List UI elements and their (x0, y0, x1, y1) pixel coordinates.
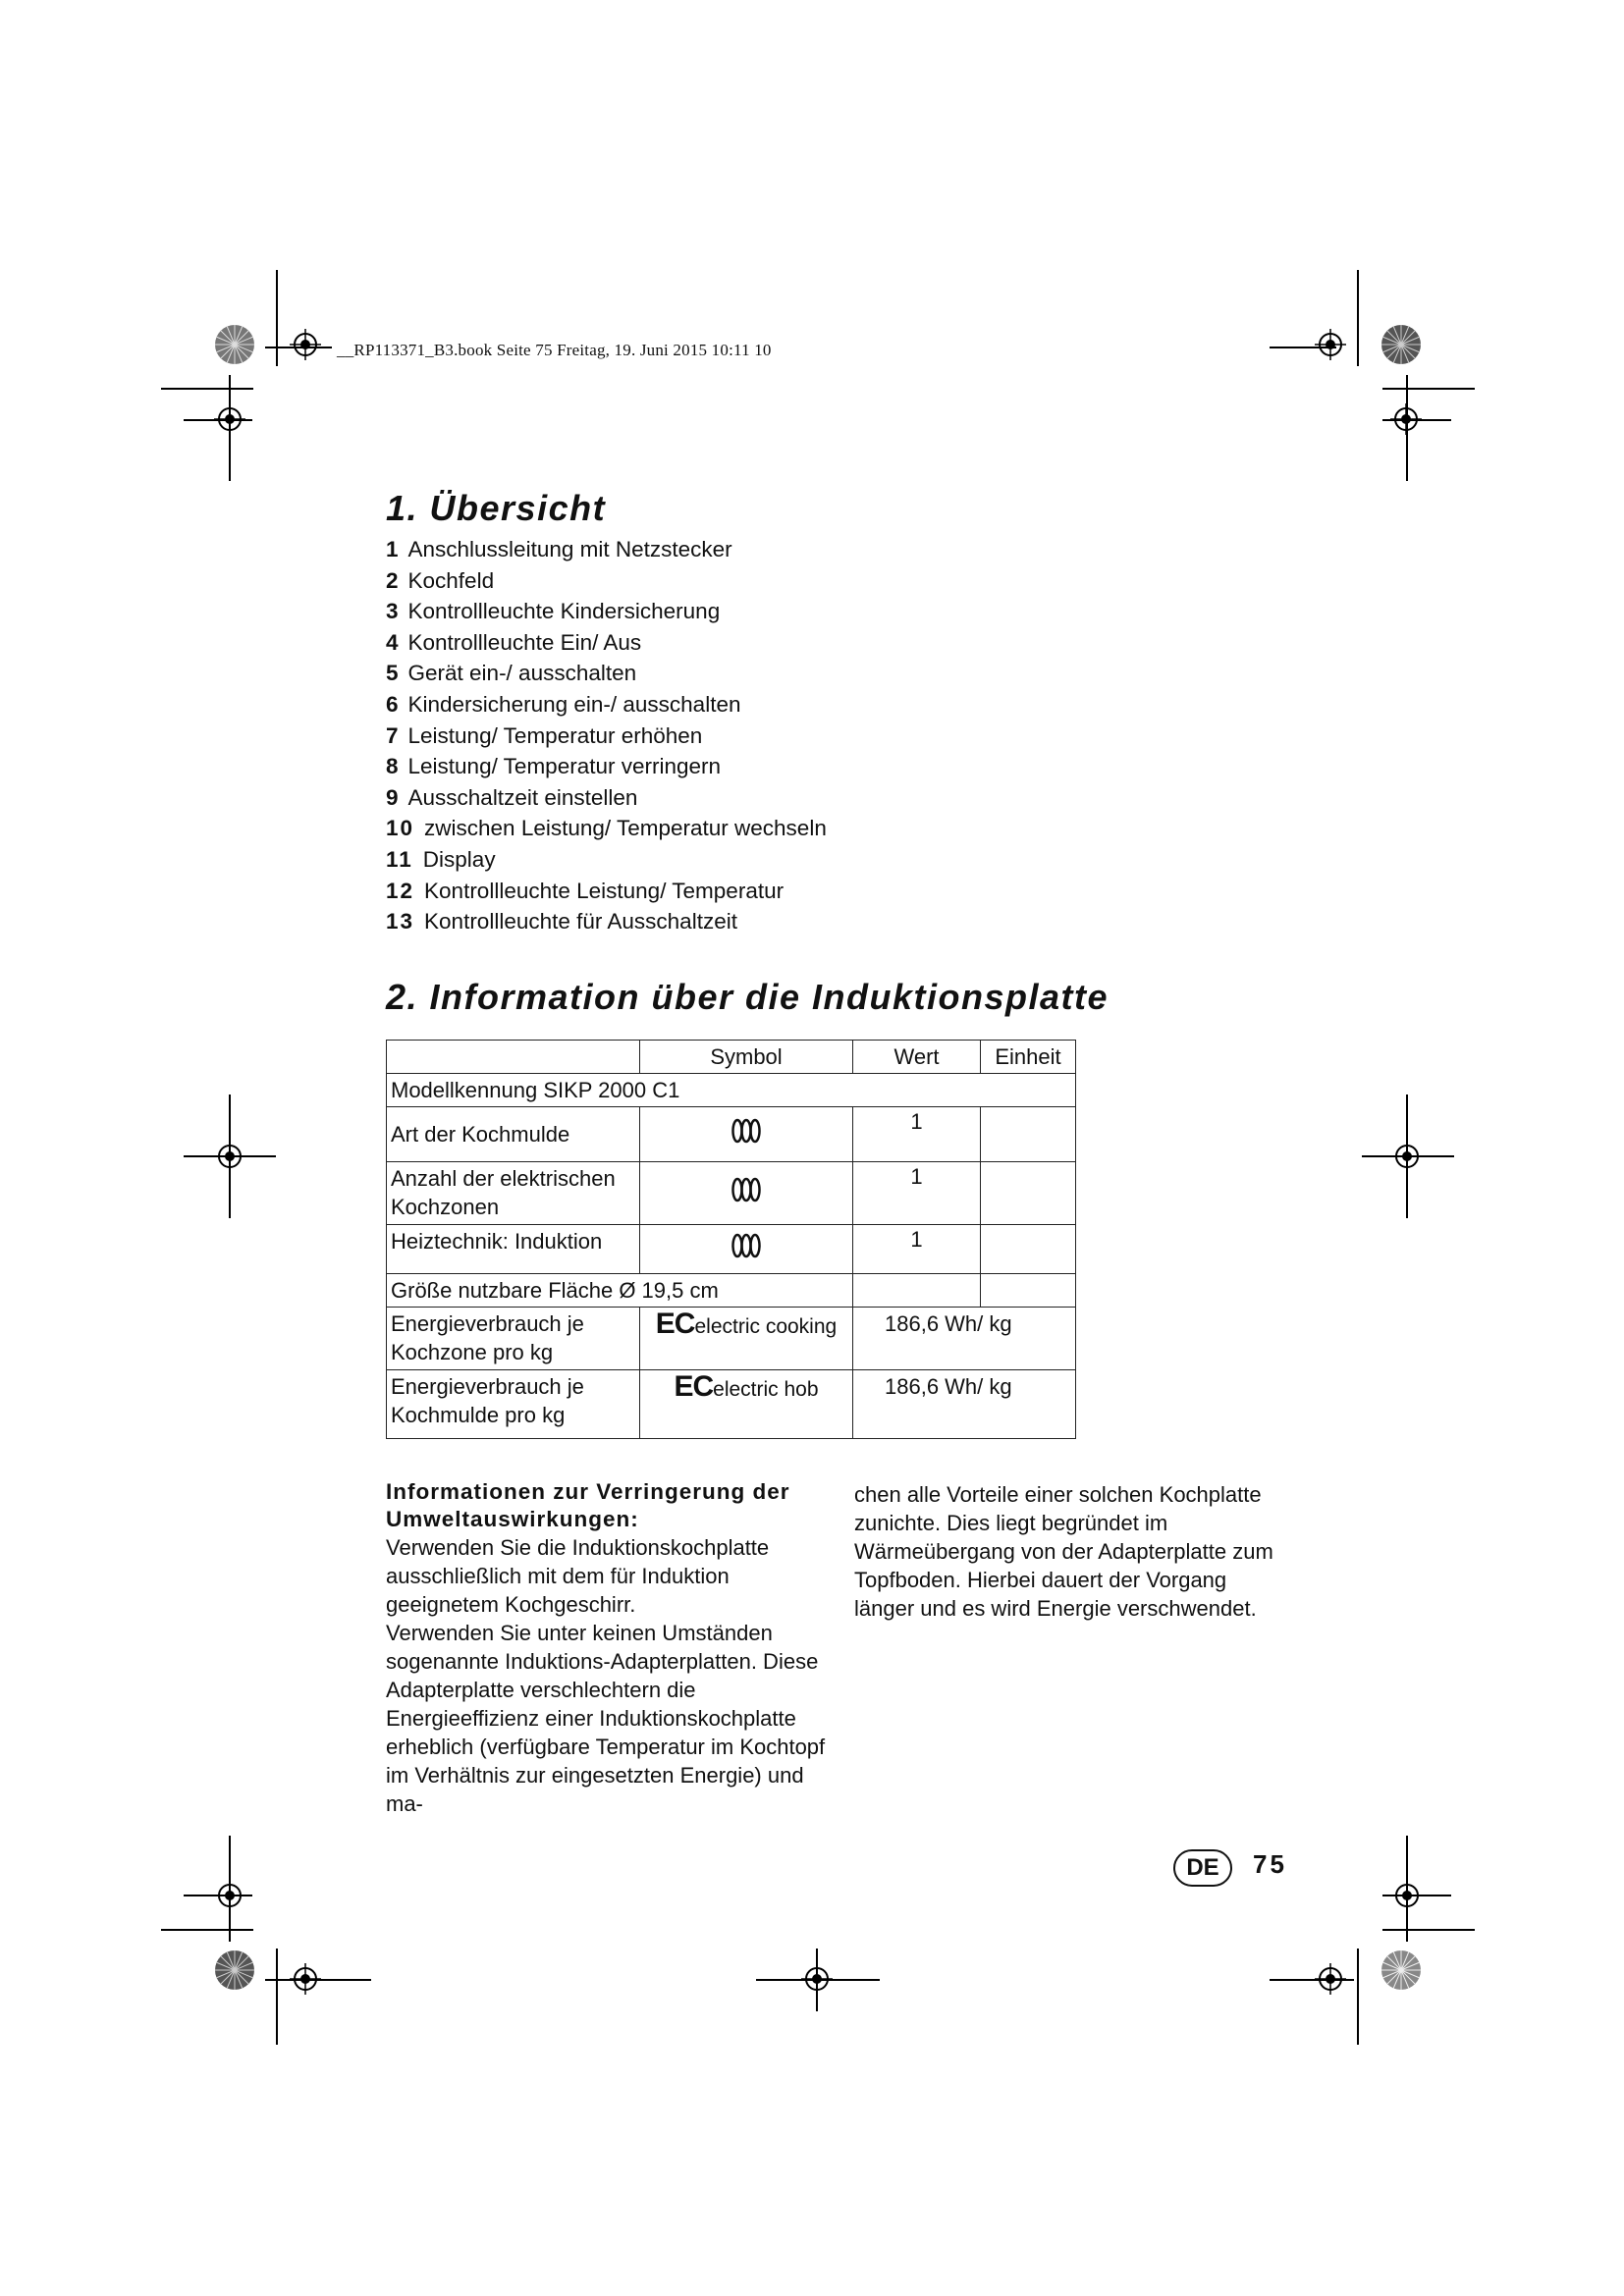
table-header-symbol: Symbol (640, 1041, 853, 1074)
env-paragraph-1: Verwenden Sie die Induktionskochplatte ausschließlich mit dem für Induktion geeignetem Kochgeschirr. (386, 1535, 770, 1617)
env-heading: Informationen zur Verringerung der Umweltauswirkungen: (386, 1479, 790, 1531)
table-row: Energieverbrauch je Kochzone pro kg ECelectric cooking 186,6 Wh/ kg (387, 1308, 1076, 1370)
registration-target-icon (1315, 1963, 1346, 1995)
ec-symbol: ECelectric cooking (640, 1308, 853, 1370)
registration-target-icon (1315, 329, 1346, 360)
registration-target-icon (214, 403, 245, 435)
registration-target-icon (801, 1963, 833, 1995)
registration-target-icon (1391, 1880, 1423, 1911)
list-item: 5 Gerät ein-/ ausschalten (386, 661, 637, 686)
color-rosette-icon (213, 1949, 256, 1992)
list-item: 13 Kontrollleuchte für Ausschaltzeit (386, 909, 737, 934)
induction-coil-icon (731, 1176, 761, 1203)
list-item: 2 Kochfeld (386, 567, 495, 593)
registration-target-icon (214, 1880, 245, 1911)
table-row (387, 1274, 1076, 1308)
table-row: Energieverbrauch je Kochmulde pro kg ECelectric hob 186,6 Wh/ kg (387, 1370, 1076, 1439)
page-number: 75 (1253, 1849, 1287, 1879)
section-1-title: 1. Übersicht (386, 488, 607, 528)
list-item: 1 Anschlussleitung mit Netzstecker (386, 537, 732, 561)
list-item: 7 Leistung/ Temperatur erhöhen (386, 722, 703, 748)
section-2-title: 2. Information über die Induktionsplatte (386, 977, 1110, 1017)
table-row: Anzahl der elektrischen Kochzonen 1 (387, 1162, 1076, 1225)
induction-coil-icon (731, 1232, 761, 1259)
language-badge: DE (1173, 1849, 1232, 1887)
table-header-row (387, 1041, 1076, 1074)
registration-target-icon (290, 329, 321, 360)
book-header-line: __RP113371_B3.book Seite 75 Freitag, 19. Juni 2015 10:11 10 (337, 341, 772, 359)
list-item: 8 Leistung/ Temperatur verringern (386, 754, 722, 779)
size-cell: Größe nutzbare Fläche Ø 19,5 cm (387, 1274, 853, 1308)
table-row: Heiztechnik: Induktion 1 (387, 1225, 1076, 1274)
list-item: 12 Kontrollleuchte Leistung/ Temperatur (386, 878, 785, 903)
overview-list (386, 534, 827, 937)
ec-symbol: ECelectric hob (640, 1370, 853, 1439)
registration-target-icon (214, 1141, 245, 1172)
table-row: Art der Kochmulde 1 (387, 1107, 1076, 1162)
induction-coil-icon (731, 1117, 761, 1145)
list-item: 3 Kontrollleuchte Kindersicherung (386, 599, 721, 624)
list-item: 11 Display (386, 846, 496, 872)
list-item: 6 Kindersicherung ein-/ ausschalten (386, 691, 741, 717)
registration-target-icon (1390, 403, 1422, 435)
list-item: 4 Kontrollleuchte Ein/ Aus (386, 629, 642, 655)
env-paragraph-2-cont: chen alle Vorteile einer solchen Kochplatte zunichte. Dies liegt begründet im Wärmeübergang von der Adapterplatte zum Topfboden. Hierbei dauert der Vorgang länger und es wird Energie verschwendet. (854, 1482, 1273, 1621)
table-row (387, 1074, 1076, 1107)
model-cell: Modellkennung SIKP 2000 C1 (387, 1074, 1076, 1107)
env-left-column (386, 1478, 830, 1818)
color-rosette-icon (213, 323, 256, 366)
table-header-unit: Einheit (981, 1041, 1076, 1074)
list-item: 10 zwischen Leistung/ Temperatur wechseln (386, 816, 827, 841)
registration-target-icon (1391, 1141, 1423, 1172)
table-header-value: Wert (853, 1041, 981, 1074)
list-item: 9 Ausschaltzeit einstellen (386, 784, 638, 810)
color-rosette-icon (1380, 323, 1423, 366)
env-paragraph-2: Verwenden Sie unter keinen Umständen sogenannte Induktions-Adapterplatten. Diese Adapterplatte verschlechtern die Energieeffizienz einer Induktionskochplatte erheblich (verfügbare Temperatur im Kochtopf im Verhältnis zur eingesetzten Energie) und ma- (386, 1621, 826, 1816)
env-right-column (854, 1480, 1292, 1623)
registration-target-icon (290, 1963, 321, 1995)
color-rosette-icon (1380, 1949, 1423, 1992)
info-table (386, 1040, 1076, 1439)
